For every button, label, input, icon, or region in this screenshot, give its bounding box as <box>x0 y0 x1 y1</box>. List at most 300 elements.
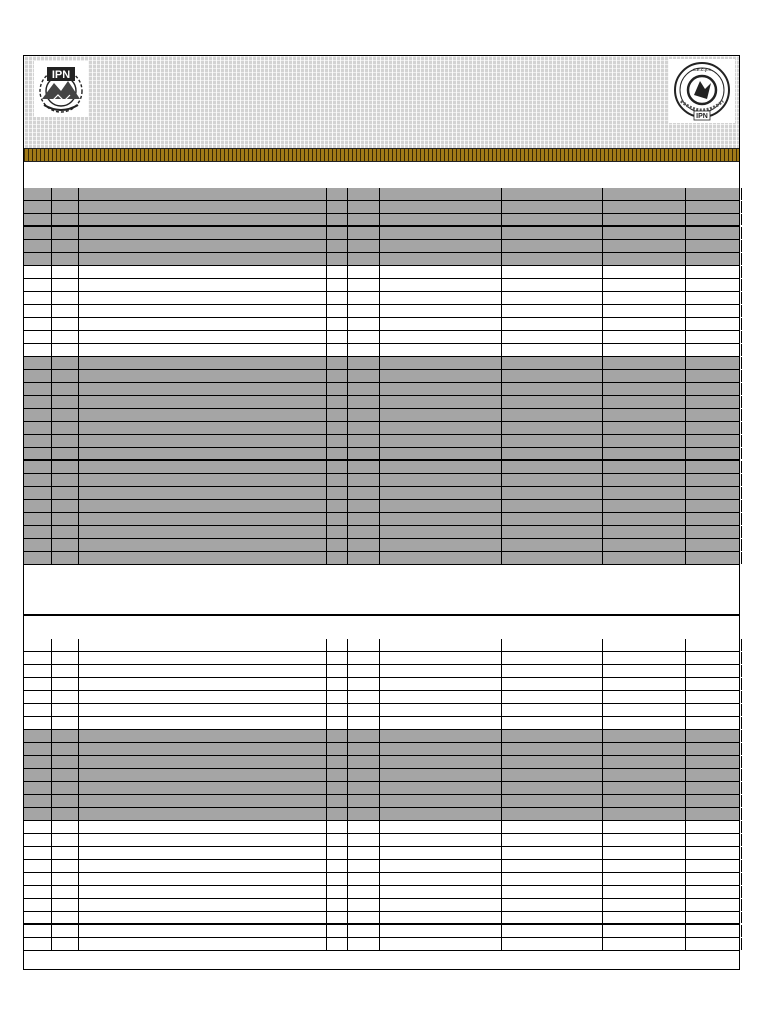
table-cell[interactable] <box>602 925 685 937</box>
table-cell[interactable] <box>685 808 741 820</box>
table-cell[interactable] <box>602 756 685 768</box>
table-cell[interactable] <box>24 539 51 551</box>
table-cell[interactable] <box>51 691 78 703</box>
table-cell[interactable] <box>501 860 602 872</box>
table-cell[interactable] <box>602 500 685 512</box>
table-cell[interactable] <box>501 292 602 304</box>
table-cell[interactable] <box>347 266 379 278</box>
table-cell[interactable] <box>602 240 685 252</box>
table-cell[interactable] <box>501 318 602 330</box>
table-cell[interactable] <box>501 808 602 820</box>
table-cell[interactable] <box>326 422 347 434</box>
table-cell[interactable] <box>741 474 742 486</box>
table-cell[interactable] <box>24 639 51 651</box>
table-cell[interactable] <box>24 396 51 408</box>
table-cell[interactable] <box>379 860 501 872</box>
table-cell[interactable] <box>501 357 602 369</box>
table-cell[interactable] <box>78 409 326 421</box>
table-cell[interactable] <box>51 938 78 950</box>
table-cell[interactable] <box>326 717 347 729</box>
table-cell[interactable] <box>741 188 742 200</box>
table-cell[interactable] <box>685 552 741 564</box>
table-cell[interactable] <box>78 435 326 447</box>
table-cell[interactable] <box>741 886 742 898</box>
table-cell[interactable] <box>602 357 685 369</box>
table-cell[interactable] <box>347 821 379 833</box>
table-cell[interactable] <box>741 448 742 459</box>
table-cell[interactable] <box>501 678 602 690</box>
table-cell[interactable] <box>501 834 602 846</box>
table-cell[interactable] <box>602 383 685 395</box>
table-cell[interactable] <box>685 847 741 859</box>
table-cell[interactable] <box>24 227 51 239</box>
table-cell[interactable] <box>24 782 51 794</box>
table-cell[interactable] <box>501 305 602 317</box>
table-cell[interactable] <box>347 539 379 551</box>
table-cell[interactable] <box>326 769 347 781</box>
table-cell[interactable] <box>51 422 78 434</box>
table-cell[interactable] <box>24 873 51 885</box>
table-cell[interactable] <box>379 526 501 538</box>
table-cell[interactable] <box>741 266 742 278</box>
table-cell[interactable] <box>501 370 602 382</box>
table-cell[interactable] <box>501 227 602 239</box>
table-cell[interactable] <box>326 639 347 651</box>
table-cell[interactable] <box>78 188 326 200</box>
table-cell[interactable] <box>379 305 501 317</box>
table-cell[interactable] <box>741 227 742 239</box>
table-cell[interactable] <box>24 331 51 343</box>
table-cell[interactable] <box>379 487 501 499</box>
table-cell[interactable] <box>51 188 78 200</box>
table-cell[interactable] <box>741 639 742 651</box>
table-cell[interactable] <box>602 266 685 278</box>
table-cell[interactable] <box>51 318 78 330</box>
table-cell[interactable] <box>78 370 326 382</box>
table-cell[interactable] <box>326 834 347 846</box>
table-cell[interactable] <box>685 743 741 755</box>
table-cell[interactable] <box>741 808 742 820</box>
table-cell[interactable] <box>78 938 326 950</box>
table-cell[interactable] <box>78 461 326 473</box>
table-cell[interactable] <box>51 886 78 898</box>
table-cell[interactable] <box>685 305 741 317</box>
table-cell[interactable] <box>347 513 379 525</box>
table-cell[interactable] <box>24 756 51 768</box>
table-cell[interactable] <box>741 370 742 382</box>
table-cell[interactable] <box>379 240 501 252</box>
table-cell[interactable] <box>78 834 326 846</box>
table-cell[interactable] <box>347 834 379 846</box>
table-cell[interactable] <box>741 769 742 781</box>
table-cell[interactable] <box>602 396 685 408</box>
table-cell[interactable] <box>379 227 501 239</box>
table-cell[interactable] <box>602 201 685 213</box>
table-cell[interactable] <box>685 886 741 898</box>
table-cell[interactable] <box>602 873 685 885</box>
table-cell[interactable] <box>741 305 742 317</box>
table-cell[interactable] <box>685 782 741 794</box>
table-cell[interactable] <box>379 188 501 200</box>
table-cell[interactable] <box>51 912 78 923</box>
table-cell[interactable] <box>347 652 379 664</box>
table-cell[interactable] <box>326 552 347 564</box>
table-cell[interactable] <box>24 847 51 859</box>
table-cell[interactable] <box>741 899 742 911</box>
table-cell[interactable] <box>51 305 78 317</box>
table-cell[interactable] <box>347 253 379 265</box>
table-cell[interactable] <box>379 925 501 937</box>
table-cell[interactable] <box>326 240 347 252</box>
table-cell[interactable] <box>24 240 51 252</box>
table-cell[interactable] <box>347 860 379 872</box>
table-cell[interactable] <box>379 756 501 768</box>
table-cell[interactable] <box>602 409 685 421</box>
table-cell[interactable] <box>685 448 741 459</box>
table-cell[interactable] <box>602 305 685 317</box>
table-cell[interactable] <box>51 201 78 213</box>
table-cell[interactable] <box>78 344 326 356</box>
table-cell[interactable] <box>602 639 685 651</box>
table-cell[interactable] <box>685 487 741 499</box>
table-cell[interactable] <box>347 769 379 781</box>
table-cell[interactable] <box>685 665 741 677</box>
table-cell[interactable] <box>347 318 379 330</box>
table-cell[interactable] <box>347 717 379 729</box>
table-cell[interactable] <box>347 873 379 885</box>
table-cell[interactable] <box>347 782 379 794</box>
table-cell[interactable] <box>347 201 379 213</box>
table-cell[interactable] <box>347 292 379 304</box>
table-cell[interactable] <box>347 240 379 252</box>
table-cell[interactable] <box>78 539 326 551</box>
table-cell[interactable] <box>347 912 379 923</box>
table-cell[interactable] <box>24 899 51 911</box>
table-cell[interactable] <box>347 409 379 421</box>
table-cell[interactable] <box>602 808 685 820</box>
table-cell[interactable] <box>51 678 78 690</box>
table-cell[interactable] <box>24 834 51 846</box>
table-cell[interactable] <box>602 292 685 304</box>
table-cell[interactable] <box>379 652 501 664</box>
table-cell[interactable] <box>602 461 685 473</box>
table-cell[interactable] <box>602 448 685 459</box>
table-cell[interactable] <box>24 279 51 291</box>
table-cell[interactable] <box>78 487 326 499</box>
table-cell[interactable] <box>51 240 78 252</box>
table-cell[interactable] <box>326 704 347 716</box>
table-cell[interactable] <box>347 691 379 703</box>
table-cell[interactable] <box>741 396 742 408</box>
table-cell[interactable] <box>347 461 379 473</box>
table-cell[interactable] <box>51 808 78 820</box>
table-cell[interactable] <box>326 678 347 690</box>
table-cell[interactable] <box>326 201 347 213</box>
table-cell[interactable] <box>501 717 602 729</box>
table-cell[interactable] <box>501 912 602 923</box>
table-cell[interactable] <box>78 691 326 703</box>
table-cell[interactable] <box>379 743 501 755</box>
table-cell[interactable] <box>51 513 78 525</box>
table-cell[interactable] <box>24 513 51 525</box>
table-cell[interactable] <box>741 756 742 768</box>
table-cell[interactable] <box>602 487 685 499</box>
table-cell[interactable] <box>326 500 347 512</box>
table-cell[interactable] <box>379 808 501 820</box>
table-cell[interactable] <box>24 808 51 820</box>
table-cell[interactable] <box>347 639 379 651</box>
table-cell[interactable] <box>379 795 501 807</box>
table-cell[interactable] <box>24 487 51 499</box>
table-cell[interactable] <box>24 214 51 225</box>
table-cell[interactable] <box>51 435 78 447</box>
table-cell[interactable] <box>326 899 347 911</box>
table-cell[interactable] <box>51 344 78 356</box>
table-cell[interactable] <box>379 821 501 833</box>
table-cell[interactable] <box>78 665 326 677</box>
table-cell[interactable] <box>78 305 326 317</box>
table-cell[interactable] <box>51 357 78 369</box>
table-cell[interactable] <box>602 526 685 538</box>
table-cell[interactable] <box>24 292 51 304</box>
table-cell[interactable] <box>379 769 501 781</box>
table-cell[interactable] <box>501 188 602 200</box>
table-cell[interactable] <box>78 886 326 898</box>
table-cell[interactable] <box>501 448 602 459</box>
table-cell[interactable] <box>379 461 501 473</box>
table-cell[interactable] <box>501 409 602 421</box>
table-cell[interactable] <box>685 795 741 807</box>
table-cell[interactable] <box>379 873 501 885</box>
table-cell[interactable] <box>685 691 741 703</box>
table-cell[interactable] <box>78 552 326 564</box>
table-cell[interactable] <box>741 552 742 564</box>
table-cell[interactable] <box>24 730 51 742</box>
table-cell[interactable] <box>602 279 685 291</box>
table-cell[interactable] <box>501 886 602 898</box>
table-cell[interactable] <box>741 652 742 664</box>
table-cell[interactable] <box>602 665 685 677</box>
table-cell[interactable] <box>685 318 741 330</box>
table-cell[interactable] <box>501 873 602 885</box>
table-cell[interactable] <box>51 899 78 911</box>
table-cell[interactable] <box>24 652 51 664</box>
table-cell[interactable] <box>347 665 379 677</box>
table-cell[interactable] <box>685 188 741 200</box>
table-cell[interactable] <box>78 639 326 651</box>
table-cell[interactable] <box>78 704 326 716</box>
table-cell[interactable] <box>685 769 741 781</box>
table-cell[interactable] <box>379 409 501 421</box>
table-cell[interactable] <box>326 435 347 447</box>
table-cell[interactable] <box>501 500 602 512</box>
table-cell[interactable] <box>347 474 379 486</box>
table-cell[interactable] <box>24 500 51 512</box>
table-cell[interactable] <box>501 821 602 833</box>
table-cell[interactable] <box>741 782 742 794</box>
table-cell[interactable] <box>78 899 326 911</box>
table-cell[interactable] <box>24 305 51 317</box>
table-cell[interactable] <box>347 305 379 317</box>
table-cell[interactable] <box>78 331 326 343</box>
table-cell[interactable] <box>741 253 742 265</box>
table-cell[interactable] <box>78 240 326 252</box>
table-cell[interactable] <box>326 795 347 807</box>
table-cell[interactable] <box>51 266 78 278</box>
table-cell[interactable] <box>51 474 78 486</box>
table-cell[interactable] <box>51 409 78 421</box>
table-cell[interactable] <box>78 318 326 330</box>
table-cell[interactable] <box>51 795 78 807</box>
table-cell[interactable] <box>501 665 602 677</box>
table-cell[interactable] <box>501 396 602 408</box>
table-cell[interactable] <box>326 886 347 898</box>
table-cell[interactable] <box>685 938 741 950</box>
table-cell[interactable] <box>501 782 602 794</box>
table-cell[interactable] <box>741 743 742 755</box>
table-cell[interactable] <box>326 214 347 225</box>
table-cell[interactable] <box>78 448 326 459</box>
table-cell[interactable] <box>685 344 741 356</box>
table-cell[interactable] <box>501 730 602 742</box>
table-cell[interactable] <box>602 422 685 434</box>
table-cell[interactable] <box>51 370 78 382</box>
table-cell[interactable] <box>741 717 742 729</box>
table-cell[interactable] <box>326 318 347 330</box>
table-cell[interactable] <box>501 795 602 807</box>
table-cell[interactable] <box>326 873 347 885</box>
table-cell[interactable] <box>326 808 347 820</box>
table-cell[interactable] <box>51 873 78 885</box>
table-cell[interactable] <box>78 422 326 434</box>
table-cell[interactable] <box>78 201 326 213</box>
table-cell[interactable] <box>347 214 379 225</box>
table-cell[interactable] <box>685 292 741 304</box>
table-cell[interactable] <box>78 782 326 794</box>
table-cell[interactable] <box>501 847 602 859</box>
table-cell[interactable] <box>501 539 602 551</box>
table-cell[interactable] <box>741 344 742 356</box>
table-cell[interactable] <box>347 396 379 408</box>
table-cell[interactable] <box>51 227 78 239</box>
table-cell[interactable] <box>24 821 51 833</box>
table-cell[interactable] <box>741 292 742 304</box>
table-cell[interactable] <box>326 938 347 950</box>
table-cell[interactable] <box>379 370 501 382</box>
table-cell[interactable] <box>685 461 741 473</box>
table-cell[interactable] <box>602 331 685 343</box>
table-cell[interactable] <box>741 487 742 499</box>
table-cell[interactable] <box>379 500 501 512</box>
table-cell[interactable] <box>326 253 347 265</box>
table-cell[interactable] <box>741 665 742 677</box>
table-cell[interactable] <box>685 370 741 382</box>
table-cell[interactable] <box>51 214 78 225</box>
table-cell[interactable] <box>347 500 379 512</box>
table-cell[interactable] <box>326 292 347 304</box>
table-cell[interactable] <box>602 253 685 265</box>
table-cell[interactable] <box>24 769 51 781</box>
table-cell[interactable] <box>379 292 501 304</box>
table-cell[interactable] <box>602 795 685 807</box>
table-cell[interactable] <box>602 886 685 898</box>
table-cell[interactable] <box>347 886 379 898</box>
table-cell[interactable] <box>379 279 501 291</box>
table-cell[interactable] <box>685 253 741 265</box>
table-cell[interactable] <box>51 743 78 755</box>
table-cell[interactable] <box>347 756 379 768</box>
table-cell[interactable] <box>78 795 326 807</box>
table-cell[interactable] <box>501 925 602 937</box>
table-cell[interactable] <box>741 357 742 369</box>
table-cell[interactable] <box>347 383 379 395</box>
table-cell[interactable] <box>685 925 741 937</box>
table-cell[interactable] <box>501 266 602 278</box>
table-cell[interactable] <box>501 331 602 343</box>
table-cell[interactable] <box>379 782 501 794</box>
table-cell[interactable] <box>326 743 347 755</box>
table-cell[interactable] <box>78 769 326 781</box>
table-cell[interactable] <box>685 539 741 551</box>
table-cell[interactable] <box>602 344 685 356</box>
table-cell[interactable] <box>379 266 501 278</box>
table-cell[interactable] <box>741 834 742 846</box>
table-cell[interactable] <box>24 461 51 473</box>
table-cell[interactable] <box>78 743 326 755</box>
table-cell[interactable] <box>685 201 741 213</box>
table-cell[interactable] <box>51 704 78 716</box>
table-cell[interactable] <box>347 227 379 239</box>
table-cell[interactable] <box>347 925 379 937</box>
table-cell[interactable] <box>501 279 602 291</box>
table-cell[interactable] <box>685 227 741 239</box>
table-cell[interactable] <box>51 253 78 265</box>
table-cell[interactable] <box>78 474 326 486</box>
table-cell[interactable] <box>347 344 379 356</box>
table-cell[interactable] <box>78 396 326 408</box>
table-cell[interactable] <box>24 474 51 486</box>
table-cell[interactable] <box>602 860 685 872</box>
table-cell[interactable] <box>326 474 347 486</box>
table-cell[interactable] <box>347 730 379 742</box>
table-cell[interactable] <box>51 821 78 833</box>
table-cell[interactable] <box>326 357 347 369</box>
table-cell[interactable] <box>685 240 741 252</box>
table-cell[interactable] <box>78 873 326 885</box>
table-cell[interactable] <box>379 834 501 846</box>
table-cell[interactable] <box>501 253 602 265</box>
table-cell[interactable] <box>741 539 742 551</box>
table-cell[interactable] <box>78 526 326 538</box>
table-cell[interactable] <box>51 487 78 499</box>
table-cell[interactable] <box>501 526 602 538</box>
table-cell[interactable] <box>78 383 326 395</box>
table-cell[interactable] <box>501 201 602 213</box>
table-cell[interactable] <box>501 704 602 716</box>
table-cell[interactable] <box>326 383 347 395</box>
table-cell[interactable] <box>685 639 741 651</box>
table-cell[interactable] <box>602 730 685 742</box>
table-cell[interactable] <box>326 925 347 937</box>
table-cell[interactable] <box>685 899 741 911</box>
table-cell[interactable] <box>24 925 51 937</box>
table-cell[interactable] <box>741 730 742 742</box>
table-cell[interactable] <box>326 370 347 382</box>
table-cell[interactable] <box>501 652 602 664</box>
table-cell[interactable] <box>347 435 379 447</box>
table-cell[interactable] <box>51 756 78 768</box>
table-cell[interactable] <box>685 821 741 833</box>
